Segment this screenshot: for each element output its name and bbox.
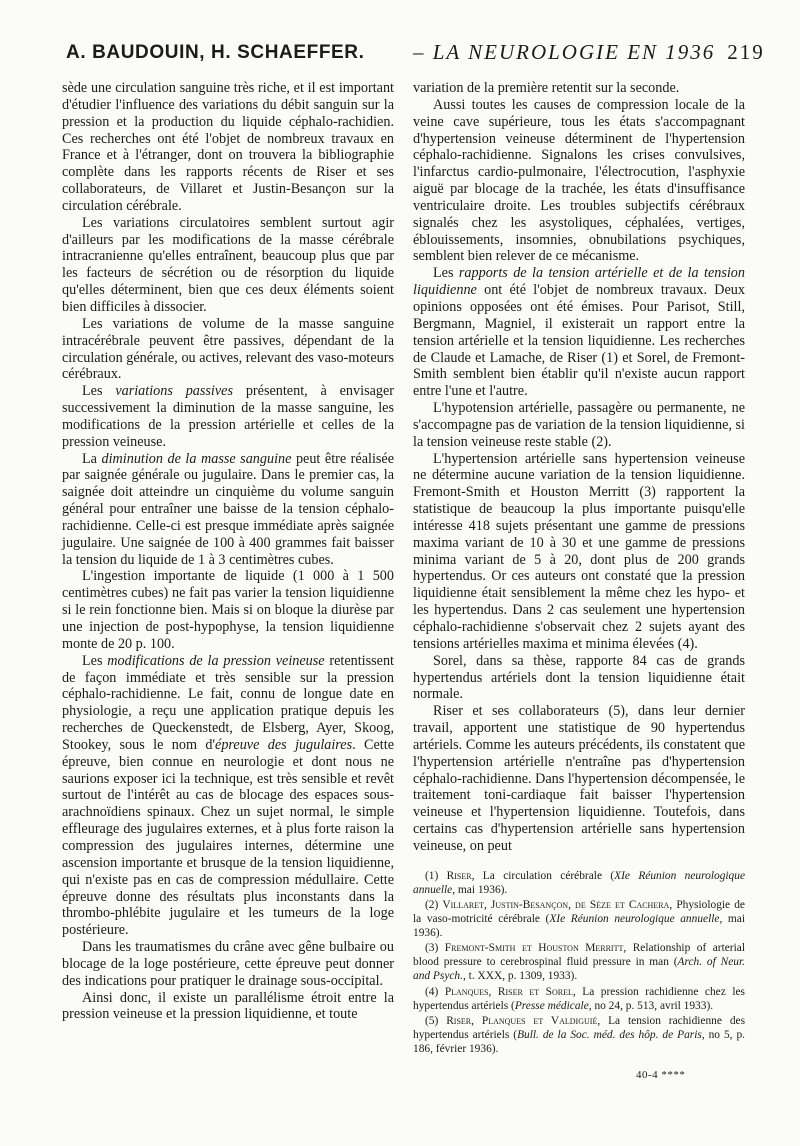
footnote-1: (1) Riser, La circulation cérébrale (XIe Réunion neurologique annuelle, mai 1936).: [413, 869, 745, 896]
running-head-journal: [413, 40, 765, 65]
paragraph: Sorel, dans sa thèse, rapporte 84 cas de grands hypertendus artériels dont la tension liquidienne était normale.: [413, 652, 745, 703]
footnote-2: (2) Villaret, Justin-Besançon, de Sèze et Cachera, Physiologie de la vaso-motricité cérébrale (XIe Réunion neurologique annuelle, mai 1936).: [413, 899, 745, 940]
running-head-authors: A. BAUDOUIN, H. SCHAEFFER.: [66, 42, 365, 63]
right-column: [413, 80, 745, 1057]
footnotes: [413, 869, 745, 1056]
paragraph: Les variations passives présentent, à envisager successivement la diminution de la masse sanguine, les modifications de la pression artérielle et celles de la pression veineuse.: [62, 383, 394, 450]
footnote-5: (5) Riser, Planques et Valdiguié, La tension rachidienne des hypertendus artériels (Bull. de la Soc. méd. des hôp. de Paris, no 5, p. 186, février 1936).: [413, 1014, 746, 1055]
paragraph: Riser et ses collaborateurs (5), dans leur dernier travail, apportent une statistique de 90 hypertendus artériels. Comme les auteurs précédents, ils constatent que l'hypertension artérielle n'entraîne pas d'hypertension céphalo-rachidienne. Dans l'hypertension décompensée, le traitement toni-cardiaque fait baisser l'hypertension veineuse et l'hypertension liquidienne. Toutefois, dans certains cas d'hypertension artérielle sans hypertension veineuse, on peut: [413, 703, 745, 854]
paragraph: L'hypotension artérielle, passagère ou permanente, ne s'accompagne pas de variation de la tension liquidienne, si la tension veineuse reste stable (2).: [413, 400, 745, 450]
paragraph: L'ingestion importante de liquide (1 000 à 1 500 centimètres cubes) ne fait pas varier la tension liquidienne si le rein fonctionne bien. Mais si on bloque la diurèse par une injection de post-hypophyse, la tension liquidienne monte de 20 p. 100.: [62, 568, 394, 652]
paragraph: Les variations circulatoires semblent surtout agir d'ailleurs par les modifications de la masse cérébrale intracranienne qu'elles entraînent, beaucoup plus que par les facteurs de sécrétion ou de résorption du liquide qu'elles déterminent, bien que ces deux éléments soient bien difficiles à dissocier.: [62, 214, 394, 315]
paragraph: Aussi toutes les causes de compression locale de la veine cave supérieure, tous les états s'accompagnant d'hypertension veineuse déterminent de l'hypertension céphalo-rachidienne. Signalons les crises convulsives, l'infarctus cardio-pulmonaire, l'électrocution, l'asphyxie aiguë par blocage de la trachée, les états d'insuffisance ventriculaire droite. Les troubles subjectifs cérébraux signalés chez les asystoliques, céphalées, vertiges, éblouissements, insomnies, obnubilations psychiques, semblent bien relever de ce mécanisme.: [413, 96, 745, 265]
paragraph: La diminution de la masse sanguine peut être réalisée par saignée générale ou jugulaire. Dans le premier cas, la saignée doit atteindre un cinquième du volume sanguin général pour entraîner une baisse de la tension céphalo-rachidienne. Celle-ci est presque immédiate après saignée jugulaire. Une saignée de 100 à 400 grammes fait baisser la tension du liquide de 1 à 3 centimètres cubes.: [62, 450, 394, 568]
paragraph: sède une circulation sanguine très riche, et il est important d'étudier l'influence des variations du débit sanguin sur la pression et la production du liquide céphalo-rachidien. Ces recherches ont été l'objet de nombreux travaux en France et à l'étranger, dont on trouvera la bibliographie complète dans les rapports récents de Riser et ses collaborateurs, de Villaret et Justin-Besançon sur la circulation cérébrale.: [62, 80, 394, 214]
paragraph: Les modifications de la pression veineuse retentissent de façon immédiate et très sensible sur la pression céphalo-rachidienne. Le fait, connu de longue date en physiologie, a reçu une application pratique depuis les recherches de Queckenstedt, de Elsberg, Ayer, Skoog, Stookey, sous le nom d'épreuve des jugulaires. Cette épreuve, bien connue en neurologie et dont nous ne saurions exposer ici la technique, est très sensible et revêt surtout de l'intérêt au cas de blocage des espaces sous-arachnoïdiens spinaux. Chez un sujet normal, le simple effleurage des jugulaires externes, et à plus forte raison la compression des jugulaires internes, détermine une ascension importante et brusque de la tension liquidienne, qui n'existe pas en cas de compression médullaire. Cette épreuve donne des résultats plus inconstants dans la thrombo-phlébite jugulaire et les tumeurs de la loge postérieure.: [62, 652, 394, 939]
page-number: 219: [727, 40, 765, 64]
paragraph: Les variations de volume de la masse sanguine intracérébrale peuvent être passives, dépendant de la circulation générale, ou actives, relevant des vaso-moteurs cérébraux.: [62, 315, 394, 383]
left-column: [62, 80, 394, 1023]
paragraph: variation de la première retentit sur la seconde.: [413, 80, 680, 96]
footnote-4: (4) Planques, Riser et Sorel, La pression rachidienne chez les hypertendus artériels (Presse médicale, no 24, p. 513, avril 1933).: [413, 985, 745, 1012]
paragraph: Ainsi donc, il existe un parallélisme étroit entre la pression veineuse et la pression liquidienne, et toute: [62, 989, 394, 1023]
footnote-3: (3) Fremont-Smith et Houston Merritt, Relationship of arterial blood pressure to cerebrospinal fluid pressure in man (Arch. of Neur. and Psych., t. XXX, p. 1309, 1933).: [413, 942, 745, 983]
paragraph: Les rapports de la tension artérielle et de la tension liquidienne ont été l'objet de nombreux travaux. Deux opinions opposées ont été émises. Pour Parisot, Still, Bergmann, Magniel, il existerait un rapport entre la tension artérielle et la tension liquidienne. Les recherches de Claude et Lamache, de Riser (1) et Sorel, de Fremont-Smith semblent bien établir qu'il n'existe aucun rapport entre l'une et l'autre.: [413, 265, 745, 400]
paragraph: L'hypertension artérielle sans hypertension veineuse ne détermine aucune variation de la tension liquidienne. Fremont-Smith et Houston Merritt (3) rapportent la statistique de beaucoup la plus importante puisqu'elle intéresse 418 sujets présentant une gamme de pressions maxima variant de 10 à 30 et une gamme de pressions minima variant de 5 à 20, dont plus de 200 grands hypertendus. Or ces auteurs ont constaté que la pression liquidienne était sensiblement la même chez les hypo- et les hypertendus. Dans 2 cas seulement une hypertension céphalo-rachidienne s'observait chez 2 sujets ayant des tensions artérielles maxima et minima élevées (4).: [413, 450, 745, 652]
paragraph: Dans les traumatismes du crâne avec gêne bulbaire ou blocage de la loge postérieure, cette épreuve peut donner des indications pour pratiquer le drainage sous-occipital.: [62, 939, 394, 989]
journal-title: – LA NEUROLOGIE EN 1936: [413, 40, 716, 64]
printer-signature: 40-4 ****: [636, 1069, 686, 1081]
